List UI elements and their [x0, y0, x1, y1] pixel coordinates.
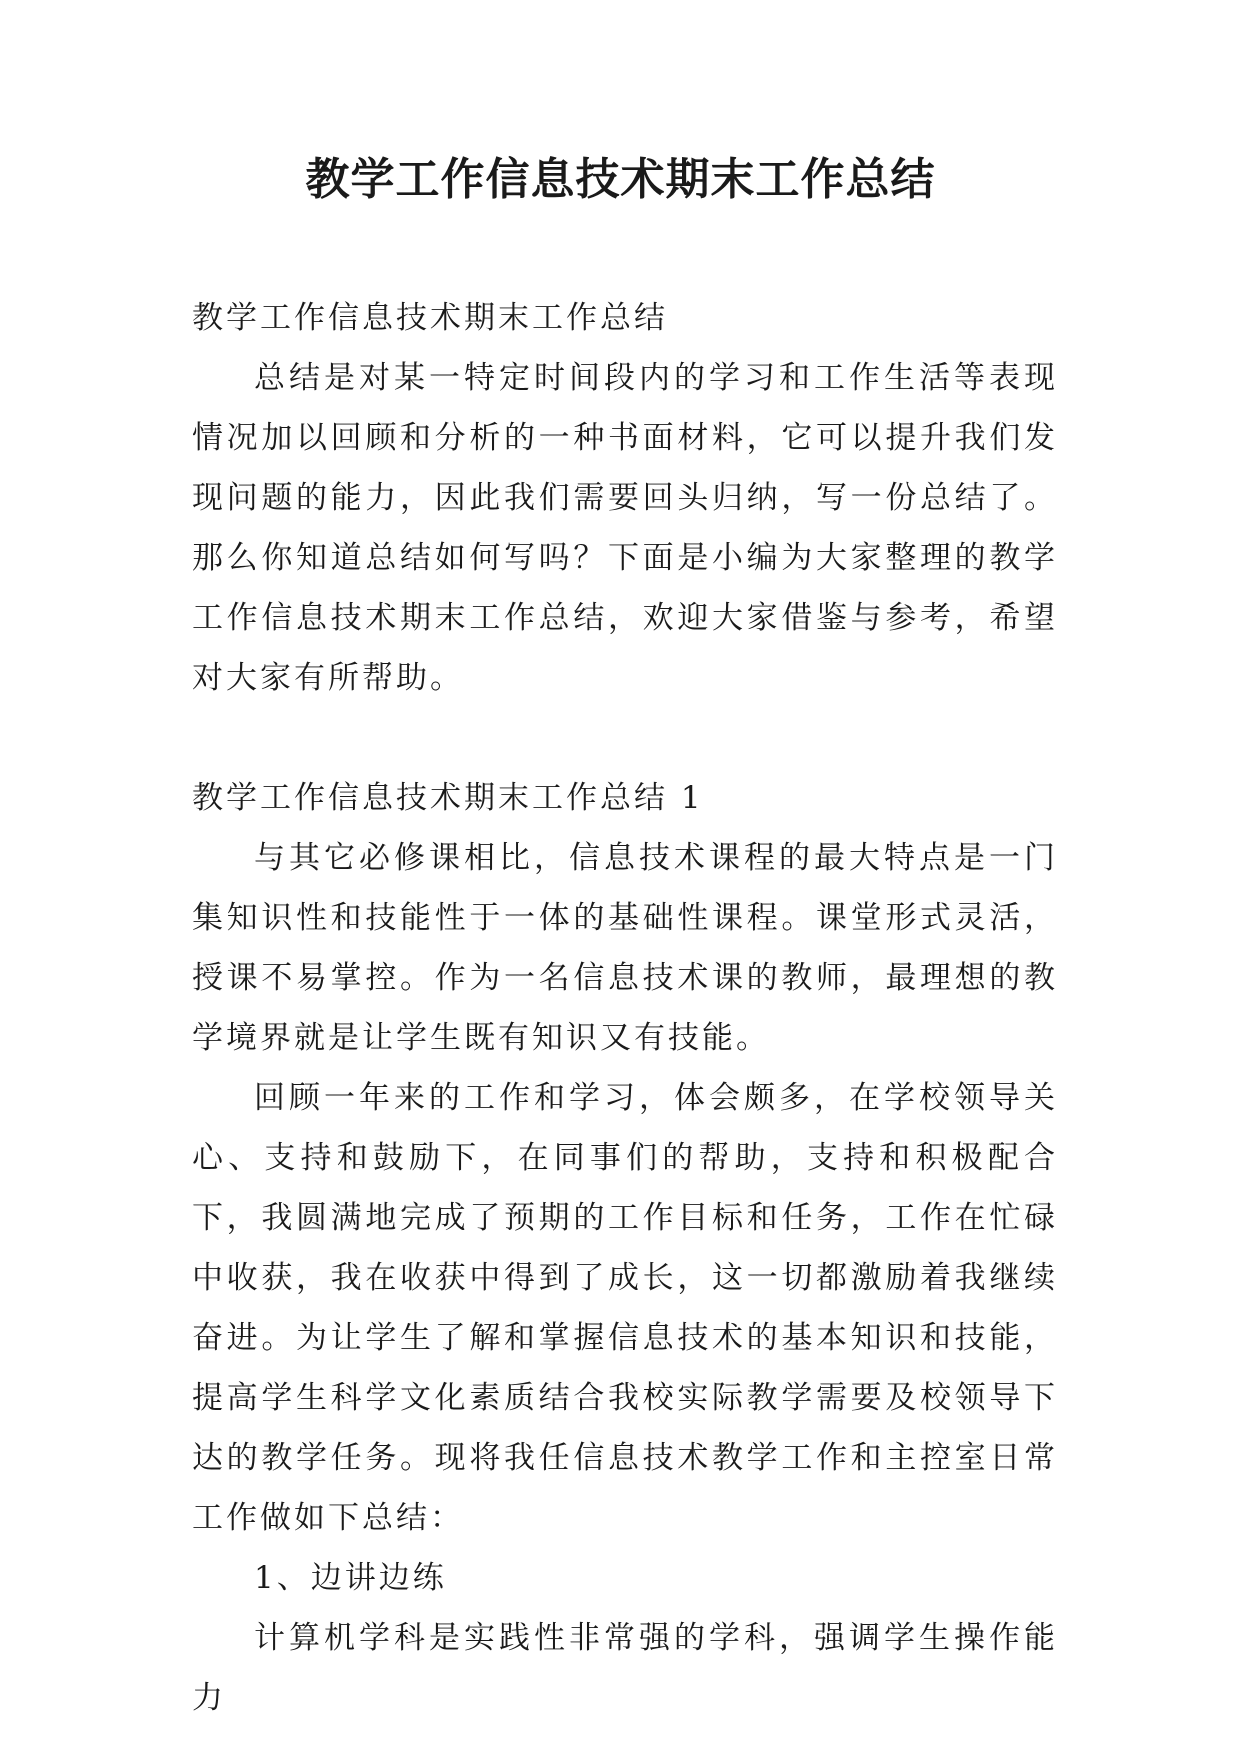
- intro-paragraph: 总结是对某一特定时间段内的学习和工作生活等表现情况加以回顾和分析的一种书面材料，它可以提升我们发现问题的能力，因此我们需要回头归纳，写一份总结了。那么你知道总结如何写吗？下面是小编为大家整理的教学工作信息技术期末工作总结，欢迎大家借鉴与参考，希望对大家有所帮助。: [192, 360, 1058, 696]
- document-title: 教学工作信息技术期末工作总结: [305, 154, 936, 205]
- section-spacer: [192, 708, 1058, 768]
- item-1-heading: 1、边讲边练: [254, 1560, 447, 1596]
- document-body: [192, 288, 1058, 1728]
- paragraph-3: 计算机学科是实践性非常强的学科，强调学生操作能力: [192, 1620, 1058, 1716]
- section-1-heading: 教学工作信息技术期末工作总结 1: [192, 780, 704, 816]
- paragraph-1: 与其它必修课相比，信息技术课程的最大特点是一门集知识性和技能性于一体的基础性课程。课堂形式灵活，授课不易掌控。作为一名信息技术课的教师，最理想的教学境界就是让学生既有知识又有技能。: [192, 840, 1058, 1056]
- paragraph-2: 回顾一年来的工作和学习，体会颇多，在学校领导关心、支持和鼓励下，在同事们的帮助，支持和积极配合下，我圆满地完成了预期的工作目标和任务，工作在忙碌中收获，我在收获中得到了成长，这一切都激励着我继续奋进。为让学生了解和掌握信息技术的基本知识和技能，提高学生科学文化素质结合我校实际教学需要及校领导下达的教学任务。现将我任信息技术教学工作和主控室日常工作做如下总结：: [192, 1080, 1058, 1536]
- document-subtitle: 教学工作信息技术期末工作总结: [192, 300, 668, 336]
